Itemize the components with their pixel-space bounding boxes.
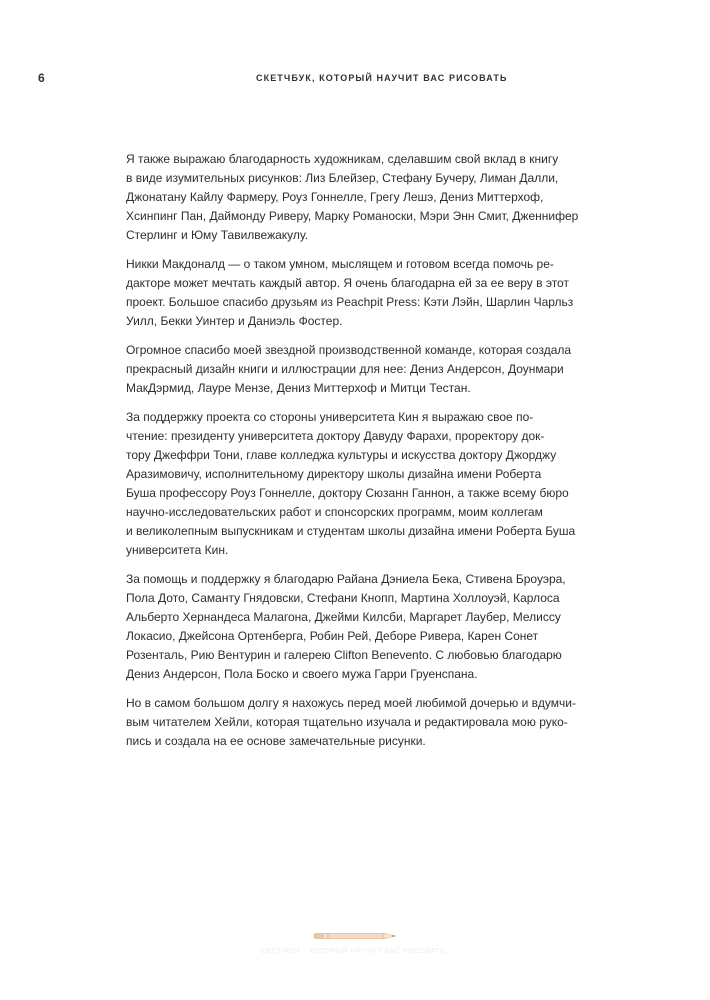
text-line: Локасио, Джейсона Ортенберга, Робин Рей, Деборе Ривера, Карен Сонет — [126, 629, 539, 643]
text-line: Стерлинг и Юму Тавилвежакулу. — [126, 228, 309, 242]
text-line: Пола Дото, Саманту Гнядовски, Стефани Кнопп, Мартина Холлоуэй, Карлоса — [126, 591, 560, 605]
running-title: СКЕТЧБУК, КОТОРЫЙ НАУЧИТ ВАС РИСОВАТЬ — [256, 73, 508, 83]
text-line: Розенталь, Рию Вентурин и галерею Clifton Benevento. С любовью благодарю — [126, 648, 562, 662]
text-line: За поддержку проекта со стороны университета Кин я выражаю свое по- — [126, 410, 534, 424]
pencil-eraser — [314, 934, 323, 939]
text-line: Хсинпинг Пан, Даймонду Риверу, Марку Романоски, Мэри Энн Смит, Дженнифер — [126, 209, 579, 223]
paragraph-2 — [126, 255, 596, 331]
text-line: Буша профессору Роуз Гоннелле, доктору Сюзанн Ганнон, а также всему бюро — [126, 486, 569, 500]
text-line: За помощь и поддержку я благодарю Райана Дэниела Бека, Стивена Броуэра, — [126, 572, 566, 586]
text-line: в виде изумительных рисунков: Лиз Блейзер, Стефану Бучеру, Лиман Далли, — [126, 171, 559, 185]
text-line: Дениз Андерсон, Пола Боско и своего мужа Гарри Груенспана. — [126, 667, 478, 681]
text-line: МакДэрмид, Лауре Мензе, Дениз Миттерхоф и Митци Тестан. — [126, 381, 471, 395]
text-line: прекрасный дизайн книги и иллюстрации для нее: Дениз Андерсон, Доунмари — [126, 362, 564, 376]
text-line: Аразимовичу, исполнительному директору школы дизайна имени Роберта — [126, 467, 542, 481]
text-line: научно-исследовательских работ и спонсорских программ, моим коллегам — [126, 505, 543, 519]
acknowledgements-text — [126, 150, 596, 761]
text-line: Никки Макдоналд — о таком умном, мыслящем и готовом всегда помочь ре- — [126, 257, 554, 271]
text-line: проект. Большое спасибо друзьям из Peachpit Press: Кэти Лэйн, Шарлин Чарльз — [126, 295, 574, 309]
text-line: пись и создала на ее основе замечательные рисунки. — [126, 734, 426, 748]
paragraph-4 — [126, 408, 596, 560]
text-line: Джонатану Кайлу Фармеру, Роуз Гоннелле, Грегу Лешэ, Дениз Миттерхоф, — [126, 190, 544, 204]
paragraph-5 — [126, 570, 596, 684]
paragraph-6 — [126, 694, 596, 751]
text-line: чтение: президенту университета доктору Давуду Фарахи, проректору док- — [126, 429, 545, 443]
text-line: Уилл, Бекки Уинтер и Даниэль Фостер. — [126, 314, 343, 328]
text-line: Альберто Хернандеса Малагона, Джейми Килсби, Маргарет Лаубер, Мелиссу — [126, 610, 561, 624]
text-line: вым читателем Хейли, которая тщательно изучала и редактировала мою руко- — [126, 715, 568, 729]
text-line: дакторе может мечтать каждый автор. Я очень благодарна ей за ее веру в этот — [126, 276, 569, 290]
paragraph-1 — [126, 150, 596, 245]
text-line: Огромное спасибо моей звездной производственной команде, которая создала — [126, 343, 572, 357]
pencil-ferrule — [323, 934, 328, 939]
text-line: тору Джеффри Тони, главе колледжа культуры и искусства доктору Джорджу — [126, 448, 557, 462]
text-line: университета Кин. — [126, 543, 229, 557]
pencil-icon — [312, 929, 400, 943]
paragraph-3 — [126, 341, 596, 398]
text-line: Я также выражаю благодарность художникам, сделавшим свой вклад в книгу — [126, 152, 559, 166]
text-line: Но в самом большом долгу я нахожусь перед моей любимой дочерью и вдумчи- — [126, 696, 576, 710]
page-number: 6 — [38, 71, 45, 85]
footer-faint-text: СКЕТЧБУК · КОТОРЫЙ НАУЧИТ ВАС РИСОВАТЬ — [260, 948, 446, 955]
text-line: и великолепным выпускникам и студентам школы дизайна имени Роберта Буша — [126, 524, 576, 538]
